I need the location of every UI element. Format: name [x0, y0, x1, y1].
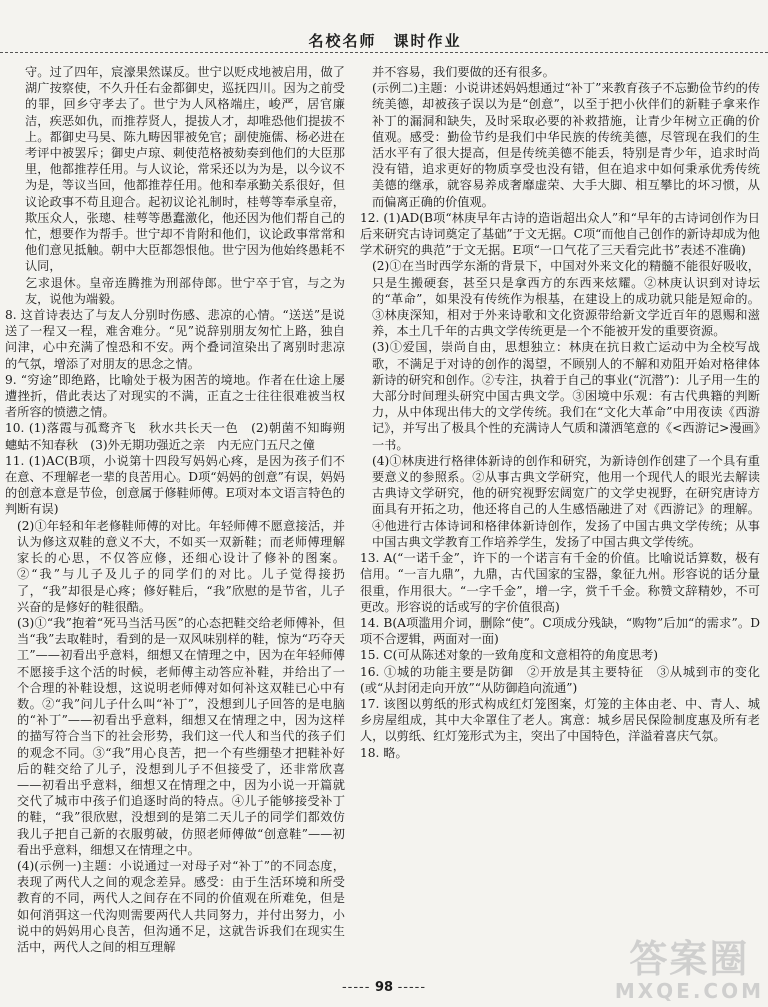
page-header [0, 30, 768, 56]
watermark-logo [615, 939, 764, 1003]
answer-item: 8. 这首诗表达了与友人分别时伤感、悲凉的心情。“送送”是说送了一程又一程，难舍难分。“见”说辞别朋友匆忙上路，独自问津，心中充满了惶恐和不安。两个叠词渲染出了离别时悲凉的气氛，增添了对朋友的思念之情。 [5, 308, 345, 371]
header-title: 名校名师 课时作业 [308, 32, 462, 50]
answer-subitem: (2)①在当时西学东渐的背景下，中国对外来文化的精髓不能很好吸收，只是生搬硬套，甚至只是拿西方的东西来炫耀。②林庚认识到对诗坛的“革命”，如果没有传统作为根基，在建设上的成功就只能是短命的。③林庚深知，相对于外来诗歌和文化资源带给新文学近百年的恩赐和滋养，本土几千年的古典文学传统更是一个不能被开发的重要资源。 [372, 259, 760, 339]
answer-subitem: (4)(示例一)主题：小说通过一对母子对“补丁”的不同态度，表现了两代人之间的观念差异。感受：由于生活环境和所受教育的不同，两代人之间存在不同的价值观在所难免，但是如何消弭这一代沟则需要两代人共同努力，并付出努力，小说中的妈妈用心良苦，但沟通不足，这就告诉我们在现实生活中，两代人之间的相互理解 [17, 858, 345, 954]
answer-subitem: 并不容易，我们要做的还有很多。 [372, 65, 555, 79]
watermark-url: MXQE.COM [614, 979, 764, 1003]
right-column [360, 64, 760, 969]
answer-subitem: (示例二)主题：小说讲述妈妈想通过“补丁”来教育孩子不忘勤俭节约的传统美德，却被孩子误以为是“创意”，以至于把小伙伴们的新鞋子拿来作补丁的漏洞和缺失，及时采取必要的补救措施，让青少年树立正确的价值观。感受：勤俭节约是我们中华民族的传统美德，尽管现在我们的生活水平有了很大提高，但是传统美德不能丢，特别是青少年，追求时尚没有错，追求更好的物质享受也没有错，但在追求中如何秉承优秀传统美德的继承，就容易养成奢靡虚荣、大手大脚、相互攀比的坏习惯，从而偏离正确的价值观。 [372, 81, 760, 209]
answer-item: 10. (1)落霞与孤鹜齐飞 秋水共长天一色 (2)朝菌不知晦朔 蟪蛄不知春秋 (3)外无期功强近之亲 内无应门五尺之僮 [5, 421, 358, 452]
left-column [5, 64, 358, 969]
answer-item: 17. 该图以剪纸的形式构成红灯笼图案，灯笼的主体由老、中、青人、城乡房屋组成，其中大伞罩住了老人。寓意：城乡居民保险制度惠及所有老人，以剪纸、红灯笼形式为主，突出了中国特色，洋溢着喜庆气氛。 [360, 696, 760, 744]
answer-subitem: (4)①林庚进行格律体新诗的创作和研究，为新诗创作创建了一个具有重要意义的参照系。②从事古典文学研究，他用一个现代人的眼光去解读古典诗文学研究，他的研究视野宏阔宽广的文学史视野，在研究唐诗方面具有开拓之功，他还将自己的人生感悟融进了对《西游记》的理解。④他进行古体诗词和格律体新诗创作，发扬了中国古典文学传统；从事中国古典文学教育工作培养学生，发扬了中国古典文学传统。 [372, 453, 760, 549]
answer-item: 13. A(“一诺千金”，许下的一个诺言有千金的价值。比喻说话算数，极有信用。“一言九鼎”，九鼎，古代国家的宝器，象征九州。形容说的话分量很重，作用很大。“一字千金”，增一字，赏千千金。称赞文辞精妙，不可更改。形容说的话或写的字价值很高) [360, 551, 760, 614]
answer-item: 18. 略。 [360, 745, 408, 760]
header-divider [0, 52, 768, 53]
answer-subitem: (3)①爱国，崇尚自由，思想独立：林庚在抗日救亡运动中为全校写战歌，不满足于对诗的创作的渴望，不顾别人的不解和劝阻开始对格律体新诗的研究和创作。②专注，执着于自己的事业(“沉潜”)：儿子用一生的大部分时间理头研究中国古典文学。③困境中乐观：有古代典籍的判断力，从中体现出伟大的文学传统。我们在“文化大革命”中用夜读《西游记》，并写出了极具个性的充满诗人气质和潇洒笔意的《<西游记>漫画》一书。 [372, 340, 760, 452]
answer-subitem: (3)①“我”抱着“死马当活马医”的心态把鞋交给老师傅补，但当“我”去取鞋时，看到的是一双风味别样的鞋，惊为“巧夺天工”——初看出乎意料，细想又在情理之中，因为在年轻师傅不愿接手这个活的时候，老师傅主动答应补鞋，并给出了一个合理的补鞋设想，这说明老师傅对如何补这双鞋已心中有数。②“我”问儿子什么叫“补丁”，没想到儿子回答的是电脑的“补丁”——初看出乎意料，细想又在情理之中，因为这样的描写符合当下的社会形势，我们这一代人和当代的孩子们的观念不同。③“我”用心良苦，把一个有些绷垫才把鞋补好后的鞋交给了儿子，没想到儿子不但接受了，还非常欣喜——初看出乎意料，细想又在情理之中，因为小说一开篇就交代了城市中孩子们追逐时尚的特点。④儿子能够接受补丁的鞋，“我”很欣慰，没想到的是第二天儿子的同学们都效仿我儿子把自己新的衣服剪破，仿照老师傅做“创意鞋”——初看出乎意料，细想又在情理之中。 [17, 615, 345, 857]
paragraph: 守。过了四年，宸濠果然谋反。世宁以贬戍地被启用，做了湖广按察使，不久升任右金都御史，巡抚四川。因为之前受的罪，回乡守孝去了。世宁为人风格端庄，峻严，居官廉洁，疾恶如仇，而推荐贤人，提拔人才，却唯恐他们提拔不上。都御史马昊、陈九畴因罪被免官；副使施儒、杨必进在考评中被罢斥；御史卢琼、刺使范格被劾奏到他们的大臣那里，他都推荐任用。与人议论，常采还以为为是，以今议不为是，等议当回，他都推荐任用。他和奉承勤关系很好，但议论政事不苟且迎合。起初议论礼制时，桂萼等奉承皇帝，欺压众人，张璁、桂萼等愚蠢激化，他还因为他们帮自己的忙，想要作为帮手。世宁却不肯附和他们，议论政事常常和他们意见抵触。朝中大臣都怨恨他。世宁因为他始终愚耗不认同， [25, 65, 345, 274]
answer-item: 11. (1)AC(B项，小说第十四段写妈妈心疼，是因为孩子们不在意、不理解老一辈的良苦用心。D项“妈妈的创意”有误，妈妈的创意本意是节俭，创意属于修鞋师傅。E项对本文语言特色的判断有误) [5, 453, 345, 517]
paragraph: 乞求退休。皇帝连腾推为刑部侍郎。世宁卒于官，与之为友，说他为端毅。 [25, 275, 345, 306]
answer-item: 16. ①城的功能主要是防御 ②开放是其主要特征 ③从城到市的变化(或“从封闭走向开放”“从防御趋向流通”) [360, 664, 760, 695]
answer-item: 14. B(A项滥用介词，删除“使”。C项成分残缺，“购物”后加“的需求”。D项不合逻辑，两面对一面) [360, 615, 760, 647]
answer-item: 9. “穷途”即绝路，比喻处于极为困苦的境地。作者在仕途上屡遭挫折，借此表达了对现实的不满，正直之士往往很难被当权者所容的愤懑之情。 [5, 372, 345, 420]
watermark-text: 答案圈 [629, 937, 750, 981]
answer-item: 15. C(可从陈述对象的一致角度和文意相符的角度思考) [360, 648, 659, 663]
page-number: 98 [374, 980, 394, 995]
footer-dash-right: ----- [397, 980, 427, 995]
answer-item: 12. (1)AD(B项“林庚早年古诗的造诣超出众人”和“早年的古诗词创作为日后来研究古诗词奠定了基础”于文无据。C项“而他自己创作的新诗却成为他学术研究的典范”于文无据。E项“一口气花了三天看完此书”表述不准确) [360, 210, 760, 258]
footer-dash-left: ----- [341, 980, 371, 995]
answer-subitem: (2)①年轻和年老修鞋师傅的对比。年轻师傅不愿意接活，并认为修这双鞋的意义不大，不如买一双新鞋；而老师傅理解家长的心思，不仅答应修，还细心设计了修补的图案。②“我”与儿子及儿子的同学们的对比。儿子觉得接扔了，“我”却很是心疼；修好鞋后，“我”欣慰的是节省，儿子兴奋的是修好的鞋很酷。 [17, 518, 345, 614]
